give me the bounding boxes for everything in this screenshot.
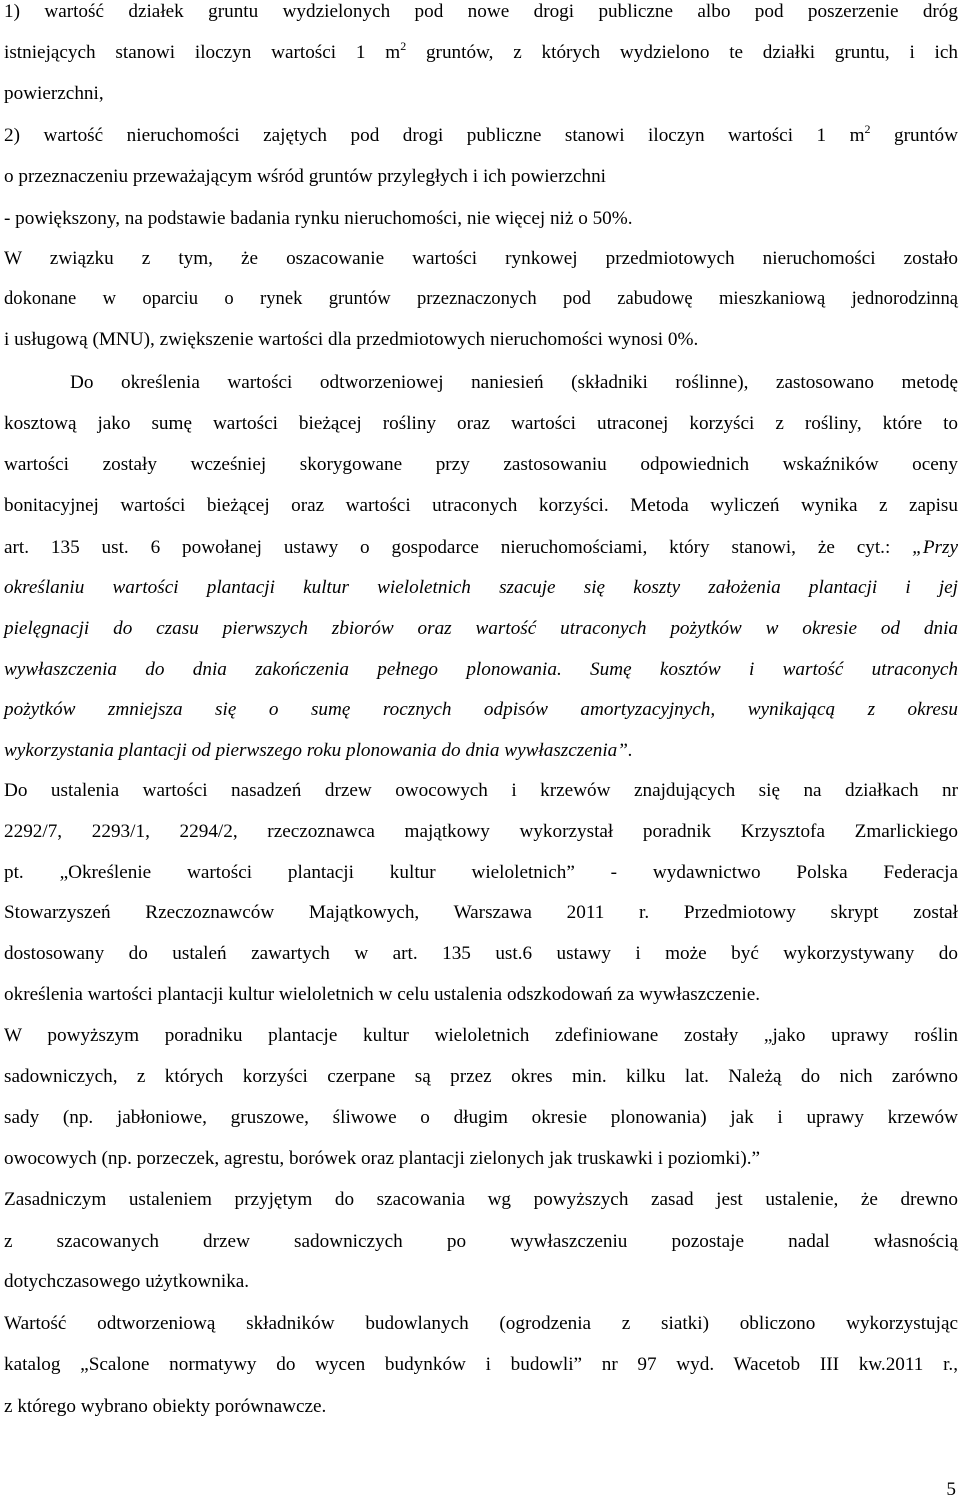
text-line	[4, 942, 958, 966]
superscript: 2	[400, 39, 407, 53]
text-segment: Do określenia wartości odtworzeniowej naniesień (składniki roślinne), zastosowano metodę	[70, 372, 958, 393]
text-segment: powierzchni,	[4, 83, 104, 104]
text-segment: z szacowanych drzew sadowniczych po wywłaszczeniu pozostaje nadal własnością	[4, 1231, 958, 1252]
text-segment: określenia wartości plantacji kultur wieloletnich w celu ustalenia odszkodowań za wywłaszczenie.	[4, 984, 761, 1005]
text-segment: dotychczasowego użytkownika.	[4, 1271, 250, 1292]
text-line	[4, 658, 958, 682]
text-line	[4, 82, 958, 106]
text-segment: sadowniczych, z których korzyści czerpane są przez okres min. kilku lat. Należą do nich zarówno	[4, 1066, 958, 1087]
text-line	[4, 1395, 958, 1419]
text-line	[4, 1230, 958, 1254]
text-segment: katalog „Scalone normatywy do wycen budynków i budowli” nr 97 wyd. Wacetob III kw.2011 r.,	[4, 1354, 958, 1375]
text-line	[4, 165, 958, 189]
text-segment: Wartość odtworzeniową składników budowlanych (ogrodzenia z siatki) obliczono wykorzystując	[4, 1313, 958, 1334]
text-line	[4, 576, 958, 600]
text-line	[4, 328, 958, 352]
text-segment: o przeznaczeniu przeważającym wśród gruntów przyległych i ich powierzchni	[4, 166, 607, 187]
text-line	[4, 494, 958, 518]
text-line	[4, 1353, 958, 1377]
text-segment: - powiększony, na podstawie badania rynku nieruchomości, nie więcej niż o 50%.	[4, 208, 633, 229]
text-line	[4, 0, 958, 24]
text-segment: istniejących stanowi iloczyn wartości 1 m	[4, 42, 401, 63]
text-segment: pt. „Określenie wartości plantacji kultur wieloletnich” - wydawnictwo Polska Federacja	[4, 862, 958, 883]
text-line	[4, 453, 958, 477]
text-segment: gruntów	[870, 125, 958, 146]
text-segment: wartości zostały wcześniej skorygowane przy zastosowaniu odpowiednich wskaźników oceny	[4, 454, 958, 475]
text-line	[4, 983, 958, 1007]
italic-text: „Przy	[912, 537, 958, 558]
text-segment: 2292/7, 2293/1, 2294/2, rzeczoznawca majątkowy wykorzystał poradnik Krzysztofa Zmarlickiego	[4, 821, 958, 842]
text-line	[4, 1188, 958, 1212]
text-segment: Stowarzyszeń Rzeczoznawców Majątkowych, Warszawa 2011 r. Przedmiotowy skrypt został	[4, 902, 958, 923]
text-segment: Zasadniczym ustaleniem przyjętym do szacowania wg powyższych zasad jest ustalenie, że drewno	[4, 1189, 958, 1210]
text-segment: 2) wartość nieruchomości zajętych pod drogi publiczne stanowi iloczyn wartości 1 m	[4, 125, 865, 146]
page-number: 5	[946, 1479, 956, 1500]
text-segment: art. 135 ust. 6 powołanej ustawy o gospodarce nieruchomościami, który stanowi, że cyt.:	[4, 537, 913, 558]
text-segment: z którego wybrano obiekty porównawcze.	[4, 1396, 327, 1417]
text-segment: gruntów, z których wydzielono te działki gruntu, i ich	[406, 42, 959, 63]
text-segment: owocowych (np. porzeczek, agrestu, borówek oraz plantacji zielonych jak truskawki i poziomki).”	[4, 1148, 761, 1169]
text-line	[4, 207, 958, 231]
text-segment: 1) wartość działek gruntu wydzielonych pod nowe drogi publiczne albo pod poszerzenie dróg	[4, 1, 958, 22]
text-segment: bonitacyjnej wartości bieżącej oraz wartości utraconych korzyści. Metoda wyliczeń wynika z zapisu	[4, 495, 958, 516]
italic-text: pielęgnacji do czasu pierwszych zbiorów oraz wartość utraconych pożytków w okresie od dnia	[4, 618, 958, 639]
text-line	[4, 1312, 958, 1336]
text-segment: i usługową (MNU), zwiększenie wartości dla przedmiotowych nieruchomości wynosi 0%.	[4, 329, 699, 350]
italic-text: wykorzystania plantacji od pierwszego roku plonowania do dnia wywłaszczenia”.	[4, 740, 633, 761]
text-line	[4, 1270, 958, 1294]
text-line	[4, 1147, 958, 1171]
text-line	[4, 371, 958, 395]
text-line	[4, 287, 958, 311]
text-segment: Do ustalenia wartości nasadzeń drzew owocowych i krzewów znajdujących się na działkach nr	[4, 780, 958, 801]
text-line	[4, 412, 958, 436]
text-line	[4, 698, 958, 722]
text-segment: W powyższym poradniku plantacje kultur wieloletnich zdefiniowane zostały „jako uprawy roślin	[4, 1025, 958, 1046]
text-segment: dokonane w oparciu o rynek gruntów przeznaczonych pod zabudowę mieszkaniową jednorodzinną	[4, 288, 958, 309]
text-line	[4, 861, 958, 885]
text-line	[4, 779, 958, 803]
text-line	[4, 1065, 958, 1089]
text-line	[4, 536, 958, 560]
text-line	[4, 901, 958, 925]
text-segment: sady (np. jabłoniowe, gruszowe, śliwowe o długim okresie plonowania) jak i uprawy krzewów	[4, 1107, 958, 1128]
italic-text: określaniu wartości plantacji kultur wieloletnich szacuje się koszty założenia plantacji i jej	[4, 577, 958, 598]
text-line	[4, 41, 958, 65]
text-line	[4, 820, 958, 844]
italic-text: wywłaszczenia do dnia zakończenia pełnego plonowania. Sumę kosztów i wartość utraconych	[4, 659, 958, 680]
text-line	[4, 124, 958, 148]
text-segment: W związku z tym, że oszacowanie wartości rynkowej przedmiotowych nieruchomości zostało	[4, 248, 958, 269]
superscript: 2	[864, 122, 871, 136]
text-line	[4, 617, 958, 641]
text-segment: dostosowany do ustaleń zawartych w art. 135 ust.6 ustawy i może być wykorzystywany do	[4, 943, 958, 964]
text-line	[4, 247, 958, 271]
text-line	[4, 739, 958, 763]
text-line	[4, 1106, 958, 1130]
text-line	[4, 1024, 958, 1048]
text-segment: kosztową jako sumę wartości bieżącej rośliny oraz wartości utraconej korzyści z rośliny, które to	[4, 413, 958, 434]
italic-text: pożytków zmniejsza się o sumę rocznych odpisów amortyzacyjnych, wynikającą z okresu	[4, 699, 958, 720]
